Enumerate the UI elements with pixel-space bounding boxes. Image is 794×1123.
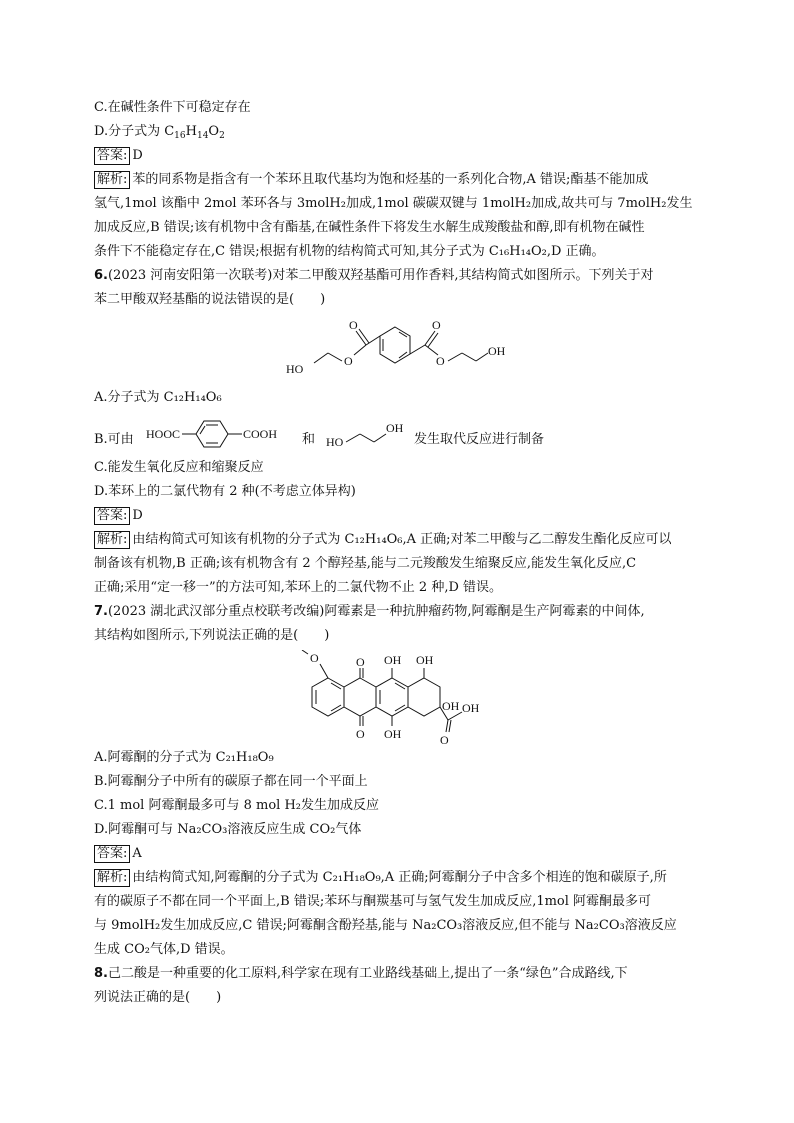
question-number: 6. bbox=[94, 268, 108, 283]
svg-text:HO: HO bbox=[326, 435, 344, 449]
benzene-ring bbox=[380, 327, 410, 363]
q5-answer: 答案: D bbox=[94, 147, 714, 165]
ester-o-label: O bbox=[436, 354, 445, 368]
q6-stem: 苯二甲酸双羟基酯的说法错误的是( ) bbox=[94, 292, 326, 307]
q5-analysis-line: 条件下不能稳定存在,C 错误;根据有机物的结构简式可知,其分子式为 C₁₆H₁₄O₂,D 正确。 bbox=[94, 244, 605, 259]
terephthalic-acid-structure bbox=[146, 416, 306, 456]
q5-analysis-line: 加成反应,B 错误;该有机物中含有酯基,在碱性条件下将发生水解生成羧酸盐和醇,即有机物在碱性 bbox=[94, 220, 645, 235]
q5-option-d: D.分子式为 $C_{16}H_{14}O_2$ bbox=[94, 124, 225, 141]
q6-structure-diagram bbox=[280, 315, 520, 385]
phenol-oh-label: OH bbox=[384, 653, 402, 667]
q8-stem: 列说法正确的是( ) bbox=[94, 990, 222, 1005]
svg-text:OH: OH bbox=[386, 421, 404, 435]
q6-stem: 6.(2023 河南安阳第一次联考)对苯二甲酸双羟基酯可用作香料,其结构简式如图所示。下列关于对 bbox=[94, 268, 654, 283]
q7-answer: 答案: A bbox=[94, 845, 714, 863]
q7-analysis-line: 有的碳原子不都在同一个平面上,B 错误;苯环与酮羰基可与氢气发生加成反应,1mol 阿霉酮最多可 bbox=[94, 894, 652, 909]
svg-text:COOH: COOH bbox=[243, 427, 278, 441]
hydroxyl-label: OH bbox=[488, 344, 506, 358]
analysis-tag: 解析: bbox=[94, 171, 130, 189]
q7-structure-diagram bbox=[300, 650, 500, 746]
side-oh-label: OH bbox=[462, 701, 480, 715]
q6-analysis-line: 制备该有机物,B 正确;该有机物含有 2 个醇羟基,能与二元羧酸发生缩聚反应,能发生氧化反应,C bbox=[94, 556, 637, 571]
q6-analysis-line: 正确;采用“定一移一”的方法可知,苯环上的二氯代物不止 2 种,D 错误。 bbox=[94, 580, 503, 595]
question-number: 8. bbox=[94, 966, 108, 981]
carbonyl-o-label: O bbox=[432, 318, 441, 332]
hydroxyl-label: OH bbox=[416, 653, 434, 667]
q6-option-d: D.苯环上的二氯代物有 2 种(不考虑立体异构) bbox=[94, 484, 356, 499]
q6-option-b: B.可由 HOOC COOH 和 HO OH 发生取代反应进行制备 bbox=[94, 412, 714, 452]
answer-tag: 答案: bbox=[94, 147, 130, 165]
q7-option-a: A.阿霉酮的分子式为 C₂₁H₁₈O₉ bbox=[94, 750, 274, 765]
q7-analysis-line: 解析: 由结构简式知,阿霉酮的分子式为 C₂₁H₁₈O₉,A 正确;阿霉酮分子中含多个相连的饱和碳原子,所 bbox=[94, 869, 714, 887]
side-ketone-o-label: O bbox=[440, 733, 449, 746]
q7-stem: 其结构如图所示,下列说法正确的是( ) bbox=[94, 628, 330, 643]
answer-tag: 答案: bbox=[94, 845, 130, 863]
tertiary-oh-label: OH bbox=[442, 699, 460, 713]
q7-analysis-line: 生成 CO₂气体,D 错误。 bbox=[94, 942, 234, 957]
analysis-tag: 解析: bbox=[94, 531, 130, 549]
q7-option-d: D.阿霉酮可与 Na₂CO₃溶液反应生成 CO₂气体 bbox=[94, 822, 362, 837]
q6-option-a: A.分子式为 C₁₂H₁₄O₆ bbox=[94, 390, 222, 405]
answer-tag: 答案: bbox=[94, 507, 130, 525]
q6-answer: 答案: D bbox=[94, 507, 714, 525]
svg-text:HOOC: HOOC bbox=[146, 427, 181, 441]
ketone-o-label: O bbox=[356, 727, 365, 741]
q7-stem: 7.(2023 湖北武汉部分重点校联考改编)阿霉素是一种抗肿瘤药物,阿霉酮是生产阿霉素的中间体, bbox=[94, 604, 645, 619]
q8-stem: 8.己二酸是一种重要的化工原料,科学家在现有工业路线基础上,提出了一条“绿色”合成路线,下 bbox=[94, 966, 628, 981]
ketone-o-label: O bbox=[356, 655, 365, 669]
analysis-tag: 解析: bbox=[94, 869, 130, 887]
q5-analysis-line: 解析: 苯的同系物是指含有一个苯环且取代基均为饱和烃基的一系列化合物,A 错误;酯基不能加成 bbox=[94, 171, 714, 189]
phenol-oh-label: OH bbox=[384, 727, 402, 741]
ester-o-label: O bbox=[344, 354, 353, 368]
carbonyl-o-label: O bbox=[349, 318, 358, 332]
q5-option-c: C.在碱性条件下可稳定存在 bbox=[94, 100, 251, 115]
q7-analysis-line: 与 9molH₂发生加成反应,C 错误;阿霉酮含酚羟基,能与 Na₂CO₃溶液反应,但不能与 Na₂CO₃溶液反应 bbox=[94, 918, 677, 933]
q7-option-b: B.阿霉酮分子中所有的碳原子都在同一个平面上 bbox=[94, 774, 368, 789]
question-number: 7. bbox=[94, 604, 108, 619]
q7-option-c: C.1 mol 阿霉酮最多可与 8 mol H₂发生加成反应 bbox=[94, 798, 379, 813]
hydroxyl-label: HO bbox=[286, 362, 304, 376]
q5-analysis-line: 氢气,1mol 该酯中 2mol 苯环各与 3molH₂加成,1mol 碳碳双键与 1molH₂加成,故共可与 7molH₂发生 bbox=[94, 196, 693, 211]
q6-option-c: C.能发生氧化反应和缩聚反应 bbox=[94, 460, 264, 475]
q6-analysis-line: 解析: 由结构简式可知该有机物的分子式为 C₁₂H₁₄O₆,A 正确;对苯二甲酸与乙二醇发生酯化反应可以 bbox=[94, 531, 714, 549]
ethylene-glycol-structure bbox=[326, 416, 416, 456]
methoxy-o-label: O bbox=[310, 651, 319, 665]
